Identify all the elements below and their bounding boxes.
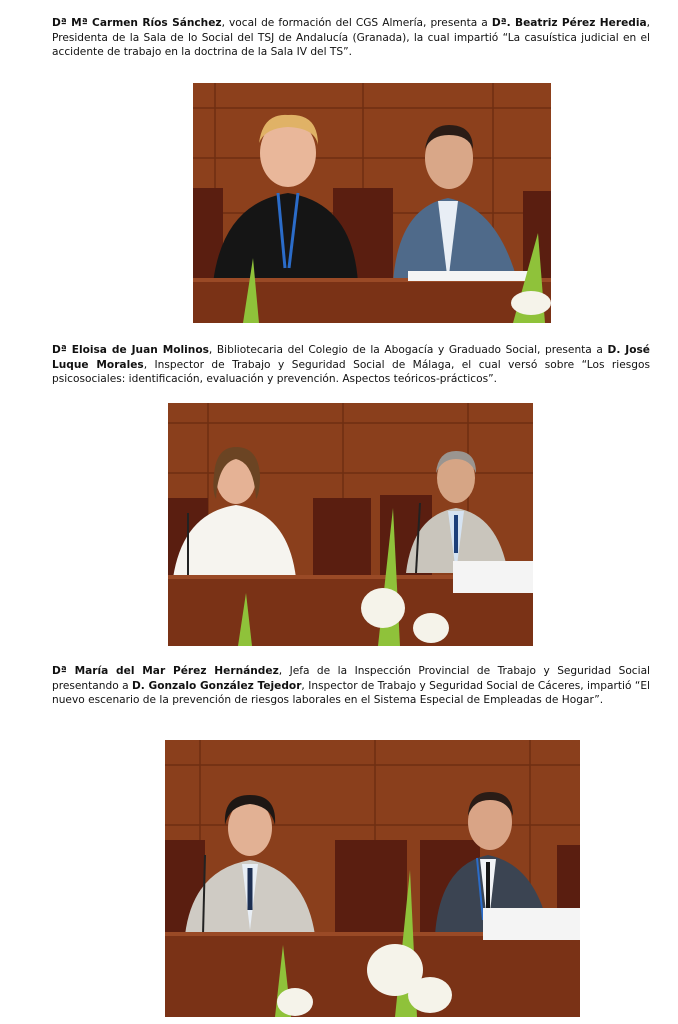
speaker-role-talk: , Inspector de Trabajo y Seguridad Social de Cáceres, impartió “El nuevo escenario de la prevención de riesgos laborales en el Sistema Especial de Empleadas de Hogar”. [52,679,650,707]
event-photo-2 [168,403,533,646]
event-photo-3 [165,740,580,1017]
presenter-name: Dª María del Mar Pérez Hernández [52,665,279,677]
event-photo-1 [193,83,551,323]
caption-paragraph-1 [52,16,650,60]
presenter-name: Dª Eloisa de Juan Molinos [52,344,209,356]
presenter-role: , Bibliotecaria del Colegio de la Abogacía y Graduado Social, presenta a [208,344,608,356]
presenter-role: , Jefa de la Inspección Provincial de Trabajo y Seguridad Social presentando a [52,665,651,692]
presenter-role: , vocal de formación del CGS Almería, presenta a [221,17,492,29]
speaker-name: D. José Luque Morales [52,344,650,371]
speaker-name: Dª. Beatriz Pérez Heredia [491,17,647,29]
caption-paragraph-3 [52,664,650,708]
caption-paragraph-2 [52,343,650,387]
speaker-role-talk: , Inspector de Trabajo y Seguridad Social de Málaga, el cual versó sobre “Los riesgos psicosociales: identificación, evaluación y prevención. Aspectos teóricos-prácticos”. [52,358,650,386]
presenter-name: Dª Mª Carmen Ríos Sánchez [52,17,222,29]
speaker-name: D. Gonzalo González Tejedor [131,679,302,692]
speaker-role-talk: , Presidenta de la Sala de lo Social del TSJ de Andalucía (Granada), la cual impartió “La casuística judicial en el accidente de trabajo en la doctrina de la Sala IV del TS”. [52,17,650,59]
